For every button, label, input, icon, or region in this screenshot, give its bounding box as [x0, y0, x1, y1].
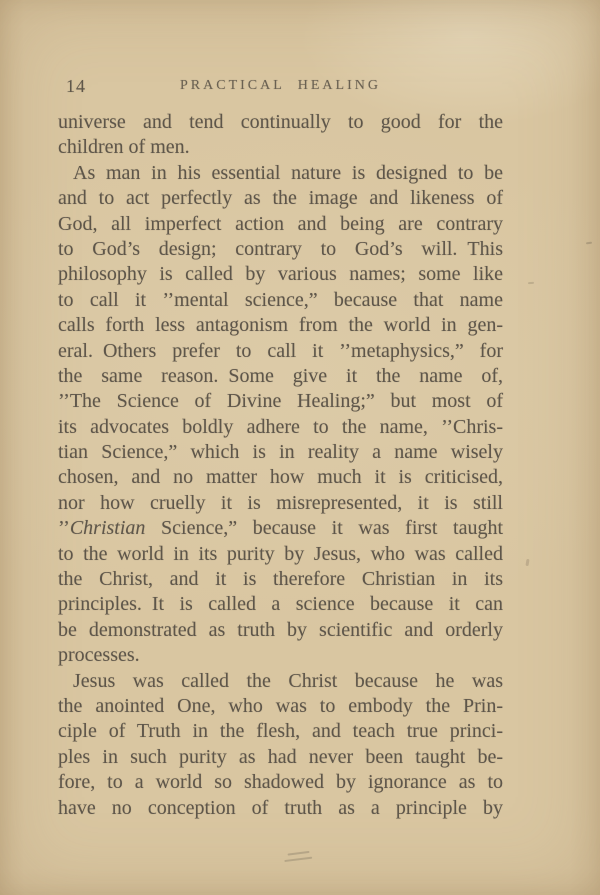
- page-header: [58, 76, 503, 98]
- text-line: to the world in its purity by Jesus, who was called: [58, 542, 503, 565]
- text-line: ples in such purity as had never been taught be-: [58, 745, 503, 768]
- text-line: tian Science,” which is in reality a name wisely: [58, 441, 503, 464]
- text-line: be demonstrated as truth by scientific and orderly: [58, 618, 503, 641]
- text-line: ’’The Science of Divine Healing;” but most of: [58, 390, 503, 413]
- text-line: the Christ, and it is therefore Christian in its: [58, 568, 503, 591]
- quote-marks: ’’: [58, 517, 70, 540]
- text-line: chosen, and no matter how much it is criticised,: [58, 466, 503, 489]
- text-line: philosophy is called by various names; some like: [58, 263, 503, 286]
- text-line: have no conception of truth as a principle by: [58, 796, 503, 819]
- text-line: the anointed One, who was to embody the Prin-: [58, 694, 503, 717]
- text-line: principles. It is called a science because it can: [58, 593, 503, 616]
- running-head: PRACTICAL HEALING: [180, 78, 381, 93]
- scan-smudge: [283, 847, 319, 867]
- text-line: ciple of Truth in the flesh, and teach true princi-: [58, 720, 503, 743]
- text-line: and to act perfectly as the image and likeness of: [58, 187, 503, 210]
- text-line: its advocates boldly adhere to the name, ’’Chris-: [58, 415, 503, 438]
- scan-speck: [586, 242, 592, 245]
- line-remainder: Science,” because it was first taught: [145, 517, 503, 540]
- text-line: Jesus was called the Christ because he was: [73, 669, 503, 692]
- text-line: calls forth less antagonism from the world in gen-: [58, 314, 503, 337]
- text-line: As man in his essential nature is designed to be: [73, 161, 503, 184]
- text-line: God, all imperfect action and being are contrary: [58, 212, 503, 235]
- text-line: to God’s design; contrary to God’s will. This: [58, 237, 503, 260]
- italic-word: Christian: [69, 517, 146, 540]
- text-line: children of men.: [58, 136, 190, 159]
- text-line: fore, to a world so shadowed by ignorance as to: [58, 771, 503, 794]
- text-line: to call it ’’mental science,” because that name: [58, 288, 503, 311]
- text-line: processes.: [58, 644, 140, 667]
- page-body: [58, 110, 503, 821]
- scan-speck: [525, 559, 529, 566]
- text-line-with-italic: [58, 516, 503, 541]
- page-number: 14: [66, 76, 86, 96]
- text-line: nor how cruelly it is misrepresented, it is still: [58, 491, 503, 514]
- scan-speck: [528, 282, 534, 285]
- text-line: the same reason. Some give it the name of,: [58, 364, 503, 387]
- text-line: universe and tend continually to good for the: [58, 111, 503, 133]
- text-line: eral. Others prefer to call it ’’metaphysics,” for: [58, 339, 503, 362]
